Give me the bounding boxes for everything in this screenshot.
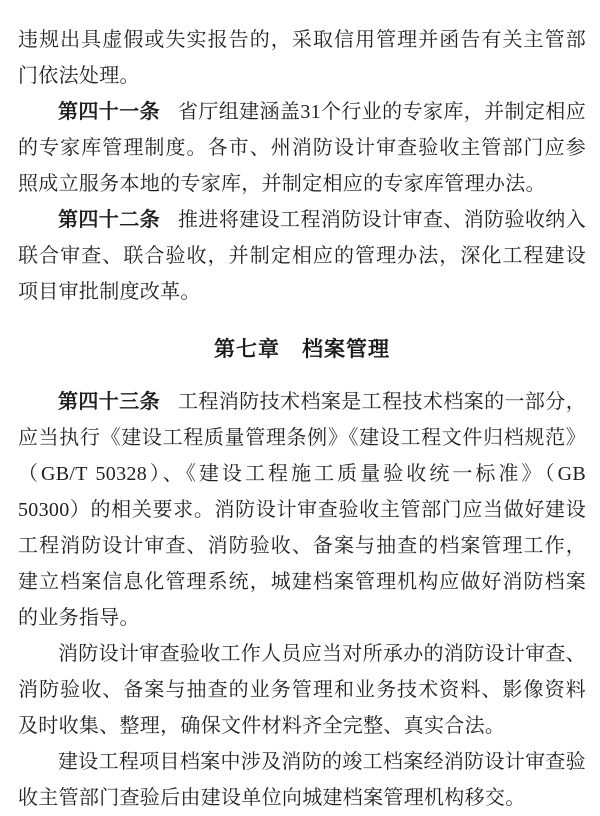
paragraph-text: 工程消防技术档案是工程技术档案的一部分，应当执行《建设工程质量管理条例》《建设工程文件归档规范》（GB/T 50328）、《建设工程施工质量验收统一标准》（GB 50300）的相关要求。消防设计审查验收主管部门应当做好建设工程消防设计审查、消防验收、备案与抽查的档案管理工作，建立档案信息化管理系统，城建档案管理机构应做好消防档案的业务指导。 bbox=[18, 391, 587, 629]
article-41-number: 第四十一条 bbox=[58, 101, 160, 123]
paragraph-text: 推进将建设工程消防设计审查、消防验收纳入联合审查、联合验收，并制定相应的管理办法，深化工程建设项目审批制度改革。 bbox=[18, 209, 587, 303]
paragraph-article-43 bbox=[18, 384, 586, 636]
paragraph-archive-transfer bbox=[18, 744, 586, 816]
article-42-number: 第四十二条 bbox=[58, 209, 161, 231]
paragraph-text: 消防设计审查验收工作人员应当对所承办的消防设计审查、消防验收、备案与抽查的业务管理和业务技术资料、影像资料及时收集、整理，确保文件材料齐全完整、真实合法。 bbox=[18, 643, 586, 737]
chapter-heading: 第七章 档案管理 bbox=[214, 338, 390, 361]
article-43-number: 第四十三条 bbox=[58, 391, 161, 413]
paragraph-staff-duties bbox=[18, 636, 586, 744]
paragraph-text: 建设工程项目档案中涉及消防的竣工档案经消防设计审查验收主管部门查验后由建设单位向城建档案管理机构移交。 bbox=[18, 751, 586, 809]
paragraph-continuation bbox=[18, 22, 586, 94]
paragraph-text: 省厅组建涵盖31个行业的专家库，并制定相应的专家库管理制度。各市、州消防设计审查验收主管部门应参照成立服务本地的专家库，并制定相应的专家库管理办法。 bbox=[18, 101, 586, 195]
paragraph-text: 违规出具虚假或失实报告的，采取信用管理并函告有关主管部门依法处理。 bbox=[18, 29, 586, 87]
paragraph-article-42 bbox=[18, 202, 586, 310]
paragraph-article-41 bbox=[18, 94, 586, 202]
